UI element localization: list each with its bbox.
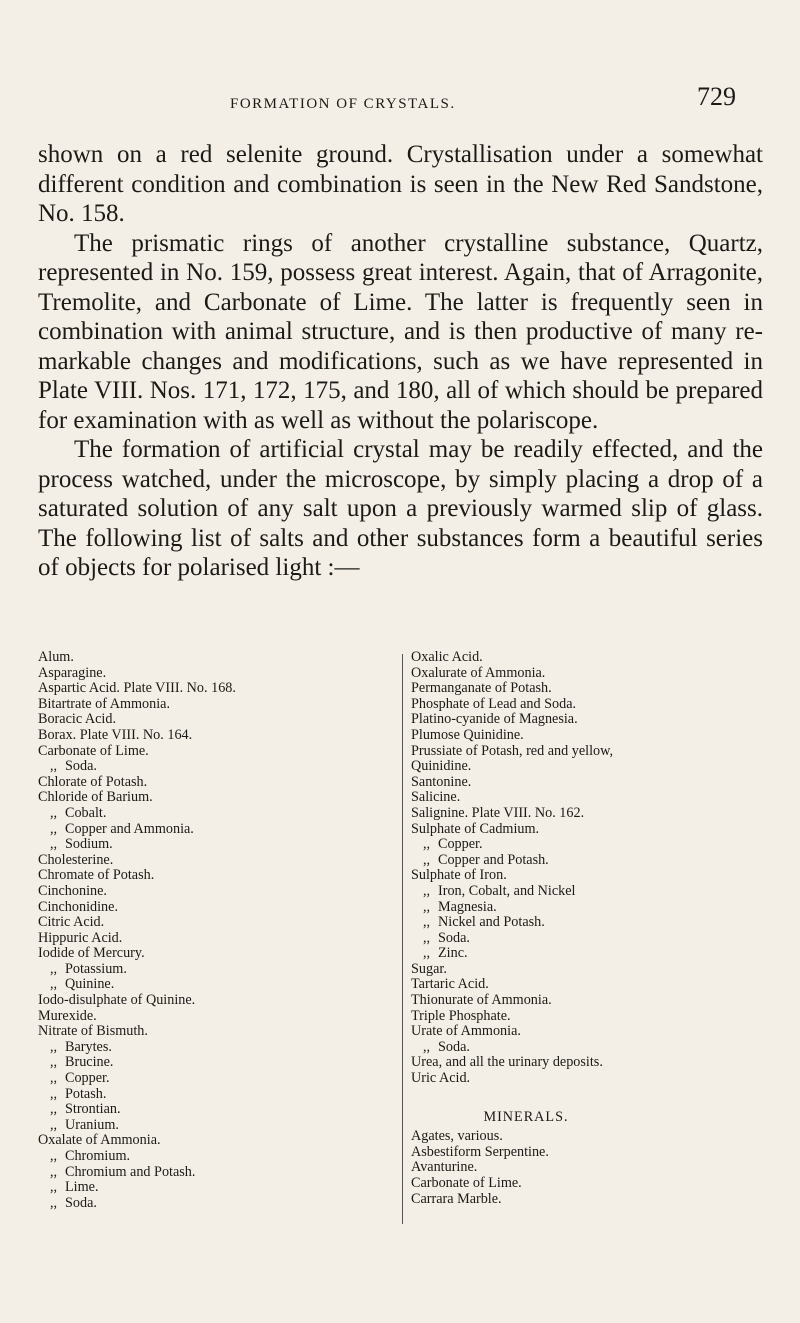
list-item — [38, 1180, 388, 1196]
list-item-text: Murexide. — [38, 1007, 97, 1024]
list-item — [411, 1024, 766, 1040]
list-item — [38, 666, 388, 682]
list-item — [411, 712, 766, 728]
list-item-text: Cinchonine. — [38, 882, 107, 899]
list-item-text: Soda. — [438, 929, 470, 946]
left-salt-list — [38, 650, 388, 1211]
ditto-mark: ,, — [50, 1070, 58, 1087]
list-item-text: Thionurate of Ammonia. — [411, 992, 552, 1009]
list-item-text: Sulphate of Cadmium. — [411, 820, 540, 837]
list-item-text: Asparagine. — [38, 664, 107, 681]
list-item-text: Cinchonidine. — [38, 898, 118, 915]
list-item — [411, 775, 766, 791]
list-item-text: Salignine. Plate VIII. No. 162. — [411, 804, 585, 821]
list-item — [411, 1009, 766, 1025]
list-item-text: Urea, and all the urinary deposits. — [411, 1054, 603, 1071]
list-item-text: Carbonate of Lime. — [411, 1175, 522, 1191]
list-item-text: Triple Phosphate. — [411, 1007, 511, 1024]
list-item-text: Potassium. — [65, 960, 127, 977]
list-item-text: Sulphate of Iron. — [411, 867, 507, 884]
list-item-text: Carbonate of Lime. — [38, 742, 149, 759]
column-divider — [402, 654, 403, 1224]
minerals-list — [411, 1129, 766, 1207]
list-item — [411, 977, 766, 993]
list-item-text: Sugar. — [411, 960, 447, 977]
list-item — [411, 822, 766, 838]
list-item-text: Zinc. — [438, 945, 468, 962]
list-item — [38, 884, 388, 900]
ditto-mark: ,, — [50, 836, 58, 853]
salt-lists — [38, 650, 763, 1230]
list-item — [38, 977, 388, 993]
list-item-text: Urate of Ammonia. — [411, 1023, 521, 1040]
list-item — [411, 962, 766, 978]
list-item-text: Barytes. — [65, 1038, 112, 1055]
list-item-text: Oxalurate of Ammonia. — [411, 664, 546, 681]
ditto-mark: ,, — [50, 1194, 58, 1211]
list-item-text: Bitartrate of Ammonia. — [38, 695, 170, 712]
running-header: FORMATION OF CRYSTALS. — [230, 96, 456, 112]
list-item-text: Quinidine. — [411, 758, 472, 775]
list-item-text: Santonine. — [411, 773, 472, 790]
list-item-text: Avanturine. — [411, 1159, 478, 1176]
list-item — [38, 853, 388, 869]
list-item — [411, 837, 766, 853]
list-item-text: Iron, Cobalt, and Nickel — [438, 882, 576, 899]
list-item — [411, 759, 766, 775]
list-item-text: Quinine. — [65, 976, 115, 993]
ditto-mark: ,, — [50, 758, 58, 775]
ditto-mark: ,, — [50, 960, 58, 977]
list-item — [411, 993, 766, 1009]
ditto-mark: ,, — [423, 929, 431, 946]
ditto-mark: ,, — [50, 976, 58, 993]
list-item-text: Soda. — [65, 758, 97, 775]
list-item-text: Magnesia. — [438, 898, 497, 915]
list-item-text: Hippuric Acid. — [38, 929, 123, 946]
list-item-text: Platino-cyanide of Magnesia. — [411, 711, 578, 728]
list-item — [411, 1192, 766, 1208]
list-item — [38, 1165, 388, 1181]
paragraph-1: shown on a red selenite ground. Crystallisation under a somewhat different condition and combination is seen in the New Red Sandstone, No. 158. — [38, 141, 763, 227]
list-item-text: Oxalic Acid. — [411, 649, 483, 665]
body-text — [38, 140, 763, 583]
list-item-text: Permanganate of Potash. — [411, 680, 552, 697]
list-item — [38, 806, 388, 822]
list-item — [38, 1118, 388, 1134]
list-item — [38, 931, 388, 947]
list-item — [38, 837, 388, 853]
list-item — [411, 1176, 766, 1192]
list-item-text: Lime. — [65, 1179, 99, 1196]
list-item — [411, 681, 766, 697]
list-item-text: Chlorate of Potash. — [38, 773, 148, 790]
list-item-text: Phosphate of Lead and Soda. — [411, 695, 577, 712]
list-item — [411, 900, 766, 916]
list-item — [38, 868, 388, 884]
ditto-mark: ,, — [50, 1038, 58, 1055]
list-item — [411, 1160, 766, 1176]
list-item — [38, 946, 388, 962]
list-item — [411, 728, 766, 744]
list-item-text: Copper. — [438, 836, 483, 853]
list-item — [411, 697, 766, 713]
list-item — [411, 868, 766, 884]
list-item — [411, 1040, 766, 1056]
page-number: 729 — [697, 82, 736, 111]
list-item-text: Chloride of Barium. — [38, 789, 153, 806]
list-item-text: Nickel and Potash. — [438, 914, 545, 931]
list-item-text: Iodide of Mercury. — [38, 945, 145, 962]
minerals-heading: MINERALS. — [483, 1108, 569, 1125]
list-item-text: Chromium. — [65, 1148, 131, 1164]
list-item-text: Nitrate of Bismuth. — [38, 1023, 148, 1040]
list-item-text: Boracic Acid. — [38, 711, 117, 728]
list-item-text: Carrara Marble. — [411, 1190, 502, 1207]
ditto-mark: ,, — [423, 851, 431, 868]
list-item — [38, 728, 388, 744]
list-item-text: Copper. — [65, 1070, 110, 1087]
ditto-mark: ,, — [423, 914, 431, 931]
list-item — [38, 790, 388, 806]
ditto-mark: ,, — [50, 1085, 58, 1102]
list-item — [38, 900, 388, 916]
list-item-text: Oxalate of Ammonia. — [38, 1132, 161, 1149]
list-item — [38, 759, 388, 775]
list-item-text: Iodo-disulphate of Quinine. — [38, 992, 196, 1009]
list-item-text: Soda. — [438, 1038, 470, 1055]
list-item-text: Brucine. — [65, 1054, 114, 1071]
list-item-text: Prussiate of Potash, red and yellow, — [411, 742, 614, 759]
list-item — [38, 1149, 388, 1165]
list-item — [411, 806, 766, 822]
list-item — [411, 931, 766, 947]
list-item — [411, 915, 766, 931]
ditto-mark: ,, — [423, 882, 431, 899]
list-item — [38, 650, 388, 666]
list-item-text: Potash. — [65, 1085, 107, 1102]
list-item-text: Uranium. — [65, 1116, 119, 1133]
ditto-mark: ,, — [50, 1163, 58, 1180]
list-item — [38, 1009, 388, 1025]
list-item — [38, 915, 388, 931]
list-item — [411, 1145, 766, 1161]
list-item-text: Cholesterine. — [38, 851, 114, 868]
list-item-text: Borax. Plate VIII. No. 164. — [38, 726, 193, 743]
list-item — [411, 1129, 766, 1145]
list-item-text: Copper and Potash. — [438, 851, 549, 868]
list-item-text: Uric Acid. — [411, 1070, 471, 1087]
ditto-mark: ,, — [50, 820, 58, 837]
list-item — [38, 744, 388, 760]
list-item — [38, 1102, 388, 1118]
ditto-mark: ,, — [423, 1038, 431, 1055]
list-item — [411, 853, 766, 869]
list-item-text: Alum. — [38, 649, 74, 665]
list-item — [38, 1055, 388, 1071]
list-item — [38, 822, 388, 838]
list-item — [38, 775, 388, 791]
ditto-mark: ,, — [423, 945, 431, 962]
list-item — [38, 681, 388, 697]
list-item — [411, 650, 766, 666]
list-item-text: Cobalt. — [65, 804, 107, 821]
right-salt-items — [411, 650, 766, 1087]
list-item — [411, 790, 766, 806]
list-item-text: Aspartic Acid. Plate VIII. No. 168. — [38, 680, 236, 697]
list-item — [38, 1040, 388, 1056]
list-item-text: Copper and Ammonia. — [65, 820, 194, 837]
list-item — [411, 1055, 766, 1071]
list-item — [411, 744, 766, 760]
list-item — [411, 666, 766, 682]
list-item-text: Agates, various. — [411, 1128, 503, 1145]
ditto-mark: ,, — [50, 1054, 58, 1071]
list-item — [38, 697, 388, 713]
list-item-text: Chromate of Potash. — [38, 867, 155, 884]
list-item-text: Strontian. — [65, 1101, 121, 1118]
list-item — [38, 1024, 388, 1040]
list-item-text: Plumose Quinidine. — [411, 726, 524, 743]
list-item — [411, 884, 766, 900]
ditto-mark: ,, — [50, 1101, 58, 1118]
list-item — [38, 1087, 388, 1103]
list-item — [38, 993, 388, 1009]
list-item-text: Citric Acid. — [38, 914, 105, 931]
list-item-text: Sodium. — [65, 836, 113, 853]
list-item-text: Asbestiform Serpentine. — [411, 1143, 549, 1160]
ditto-mark: ,, — [423, 836, 431, 853]
right-salt-list — [411, 650, 766, 1207]
ditto-mark: ,, — [50, 1179, 58, 1196]
list-item-text: Soda. — [65, 1194, 97, 1211]
ditto-mark: ,, — [50, 1148, 58, 1164]
list-item — [411, 1071, 766, 1087]
list-item — [38, 712, 388, 728]
list-item-text: Salicine. — [411, 789, 461, 806]
list-item — [38, 1133, 388, 1149]
list-item — [38, 962, 388, 978]
paragraph-3: The formation of artificial crystal may be readily effected, and the process watched, under the microscope, by simply placing a drop of a saturated solution of any salt upon a previously warmed slip of glass. The following list of salts and other substances form a beautiful series of objects for polarised light :— — [38, 436, 763, 581]
ditto-mark: ,, — [50, 1116, 58, 1133]
ditto-mark: ,, — [423, 898, 431, 915]
list-item — [38, 1071, 388, 1087]
ditto-mark: ,, — [50, 804, 58, 821]
list-item-text: Chromium and Potash. — [65, 1163, 196, 1180]
paragraph-2: The prismatic rings of another crystalline substance, Quartz, represented in No. 159, possess great interest. Again, that of Arragonite, Tremolite, and Carbonate of Lime. The latter is frequently seen in combination with animal structure, and is then productive of many remarkable changes and modifications, such as we have represented in Plate VIII. Nos. 171, 172, 175, and 180, all of which should be prepared for examination with as well as without the polariscope. — [38, 229, 763, 434]
list-item — [38, 1196, 388, 1212]
list-item-text: Tartaric Acid. — [411, 976, 489, 993]
list-item — [411, 946, 766, 962]
